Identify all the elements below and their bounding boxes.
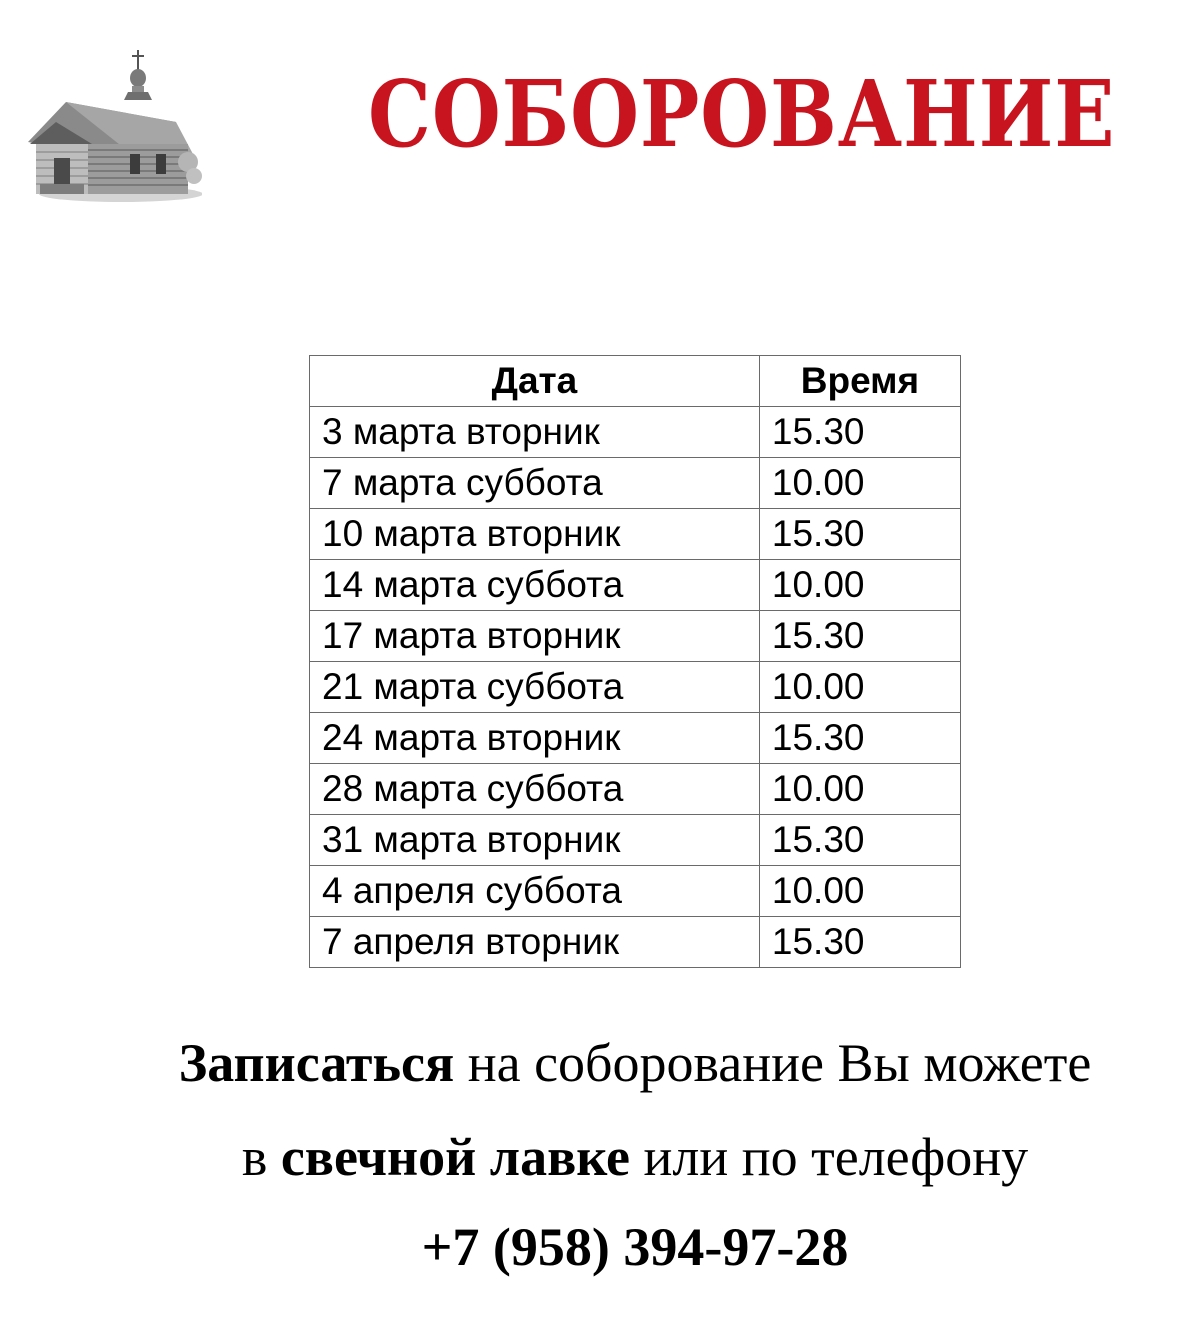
time-cell: 10.00 [759, 560, 960, 611]
time-cell: 15.30 [759, 917, 960, 968]
date-cell: 14 марта суббота [310, 560, 760, 611]
date-cell: 24 марта вторник [310, 713, 760, 764]
column-header-time: Время [759, 356, 960, 407]
signup-text-line-1 [100, 1031, 1170, 1095]
table-row [310, 560, 961, 611]
time-cell: 15.30 [759, 611, 960, 662]
table-row [310, 458, 961, 509]
table-row [310, 407, 961, 458]
table-header-row [310, 356, 961, 407]
date-cell: 7 апреля вторник [310, 917, 760, 968]
table-row [310, 611, 961, 662]
date-cell: 28 марта суббота [310, 764, 760, 815]
signup-text: на соборование Вы можете [454, 1033, 1092, 1093]
signup-text-suffix: или по телефону [629, 1127, 1029, 1187]
table-row [310, 917, 961, 968]
time-cell: 10.00 [759, 458, 960, 509]
date-cell: 7 марта суббота [310, 458, 760, 509]
church-icon [26, 44, 202, 204]
time-cell: 15.30 [759, 509, 960, 560]
table-row [310, 662, 961, 713]
table-row [310, 764, 961, 815]
table-row [310, 866, 961, 917]
table-row [310, 815, 961, 866]
candle-shop-emphasis: свечной лавке [280, 1127, 630, 1187]
date-cell: 31 марта вторник [310, 815, 760, 866]
date-cell: 17 марта вторник [310, 611, 760, 662]
table-row [310, 713, 961, 764]
signup-emphasis: Записаться [178, 1033, 455, 1093]
table-row [310, 509, 961, 560]
phone-number: +7 (958) 394-97-28 [421, 1217, 849, 1277]
time-cell: 10.00 [759, 662, 960, 713]
time-cell: 15.30 [759, 713, 960, 764]
time-cell: 10.00 [759, 764, 960, 815]
time-cell: 15.30 [759, 815, 960, 866]
signup-text-prefix: в [241, 1127, 281, 1187]
page-title: СОБОРОВАНИЕ [368, 60, 1116, 168]
date-cell: 3 марта вторник [310, 407, 760, 458]
time-cell: 10.00 [759, 866, 960, 917]
date-cell: 21 марта суббота [310, 662, 760, 713]
signup-text-line-2 [100, 1125, 1170, 1189]
date-cell: 10 марта вторник [310, 509, 760, 560]
schedule-table [309, 355, 961, 968]
time-cell: 15.30 [759, 407, 960, 458]
date-cell: 4 апреля суббота [310, 866, 760, 917]
column-header-date: Дата [310, 356, 760, 407]
